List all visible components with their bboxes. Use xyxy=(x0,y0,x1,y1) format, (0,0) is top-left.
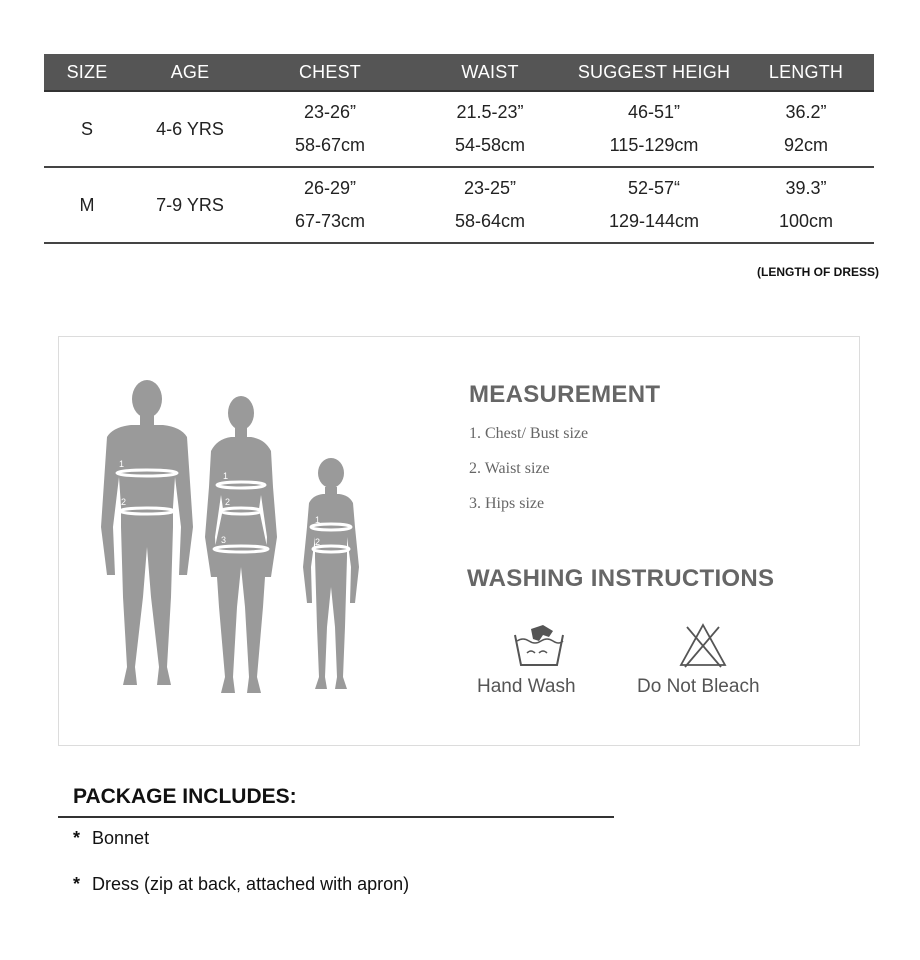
measurement-item: 3. Hips size xyxy=(469,495,545,512)
measurement-item: 2. Waist size xyxy=(469,460,550,477)
cell-length-inches: 36.2” xyxy=(785,102,827,122)
package-item-label: Dress (zip at back, attached with apron) xyxy=(92,874,410,894)
package-includes-title: PACKAGE INCLUDES: xyxy=(73,785,297,808)
do-not-bleach-icon xyxy=(677,621,729,669)
column-header-length: LENGTH xyxy=(768,61,844,82)
body-measurement-figures xyxy=(75,377,405,717)
cell-length xyxy=(738,168,874,242)
table-header xyxy=(44,54,874,92)
hand-wash-icon xyxy=(509,621,569,669)
measurement-title: MEASUREMENT xyxy=(469,381,661,408)
cell-size: M xyxy=(79,194,95,215)
column-header-height: SUGGEST HEIGH xyxy=(577,61,731,82)
band-label-chest: 1 xyxy=(223,471,229,481)
cell-chest-inches: 23-26” xyxy=(303,102,357,122)
cell-waist-cm: 54-58cm xyxy=(454,135,526,155)
column-header-age: AGE xyxy=(170,61,210,82)
measurement-card xyxy=(58,336,860,746)
column-header-size: SIZE xyxy=(66,61,108,82)
cell-height xyxy=(570,92,738,166)
do-not-bleach-label: Do Not Bleach xyxy=(637,676,760,697)
cell-chest-cm: 67-73cm xyxy=(294,211,366,231)
cell-height-cm: 115-129cm xyxy=(609,135,699,155)
bullet: * xyxy=(73,874,81,894)
cell-chest xyxy=(250,92,410,166)
hand-wash-label: Hand Wash xyxy=(477,676,576,697)
cell-age: 7-9 YRS xyxy=(156,194,224,215)
cell-size: S xyxy=(80,118,93,139)
cell-age: 4-6 YRS xyxy=(156,118,224,139)
band-label-waist: 2 xyxy=(121,497,127,507)
cell-chest-cm: 58-67cm xyxy=(294,135,366,155)
column-header-chest: CHEST xyxy=(298,61,361,82)
table-row xyxy=(44,168,874,244)
package-item-label: Bonnet xyxy=(92,828,150,848)
cell-chest-inches: 26-29” xyxy=(303,178,357,198)
column-header-waist: WAIST xyxy=(461,61,519,82)
cell-length xyxy=(738,92,874,166)
band-label-chest: 1 xyxy=(119,459,125,469)
band-label-waist: 2 xyxy=(225,497,231,507)
cell-waist xyxy=(410,168,570,242)
cell-height-inches: 52-57“ xyxy=(627,178,681,198)
cell-waist xyxy=(410,92,570,166)
cell-chest xyxy=(250,168,410,242)
list-item xyxy=(73,828,149,849)
band-label-waist: 2 xyxy=(315,537,321,547)
cell-length-cm: 92cm xyxy=(783,135,828,155)
cell-height xyxy=(570,168,738,242)
child-figure xyxy=(303,458,359,689)
divider xyxy=(58,816,614,818)
cell-waist-inches: 21.5-23” xyxy=(456,102,524,122)
length-note: (LENGTH OF DRESS) xyxy=(757,265,879,279)
washing-instructions-title: WASHING INSTRUCTIONS xyxy=(467,565,775,592)
list-item xyxy=(73,874,409,895)
cell-height-inches: 46-51” xyxy=(627,102,681,122)
cell-waist-cm: 58-64cm xyxy=(454,211,526,231)
band-label-hips: 3 xyxy=(221,535,227,545)
measurement-item: 1. Chest/ Bust size xyxy=(469,425,589,442)
band-label-chest: 1 xyxy=(315,515,321,525)
table-row xyxy=(44,92,874,168)
bullet: * xyxy=(73,828,81,848)
cell-length-inches: 39.3” xyxy=(785,178,827,198)
cell-length-cm: 100cm xyxy=(778,211,834,231)
cell-height-cm: 129-144cm xyxy=(608,211,700,231)
cell-waist-inches: 23-25” xyxy=(463,178,517,198)
man-figure xyxy=(101,380,193,685)
size-chart-table xyxy=(44,54,874,244)
